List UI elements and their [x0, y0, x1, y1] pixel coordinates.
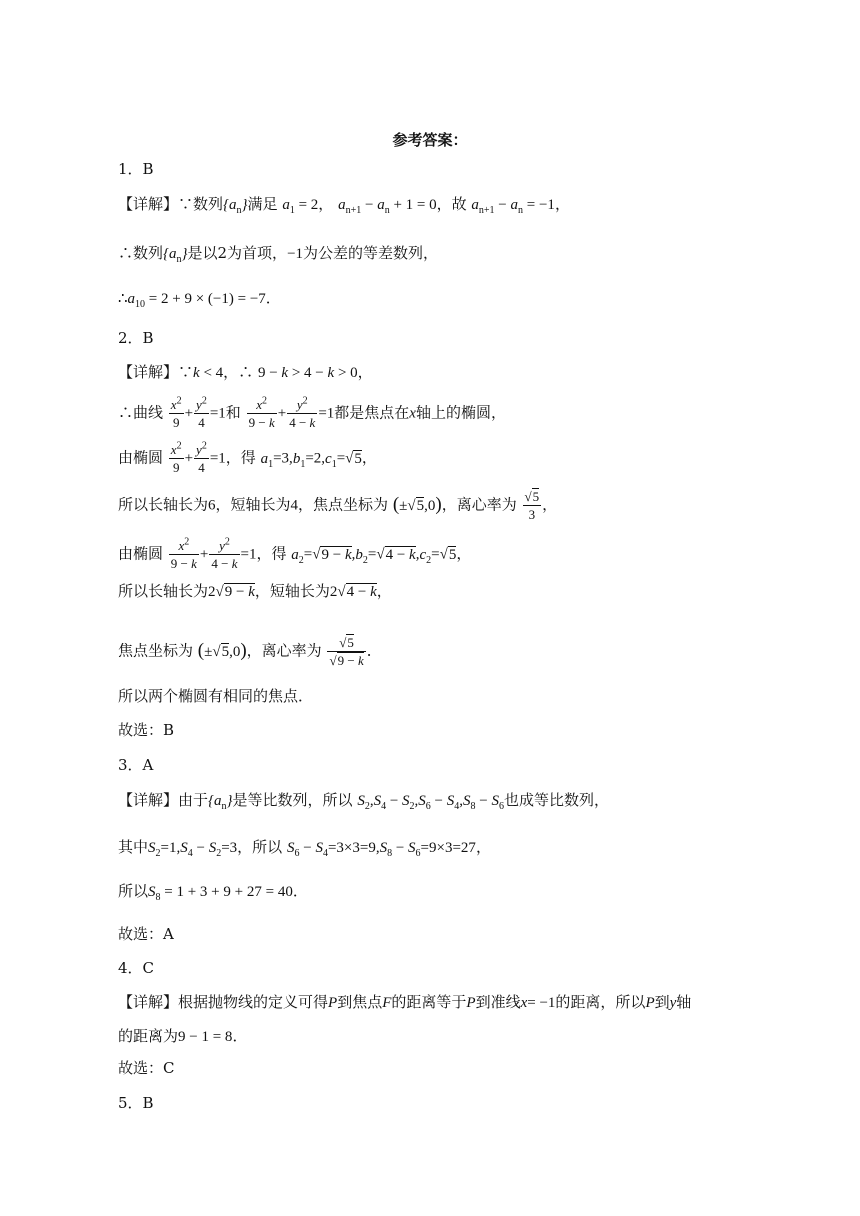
q2-line-6: 所以长轴长为2√9 − k，短轴长为2√4 − k， — [118, 582, 392, 600]
q3-head: 3．A — [118, 756, 154, 774]
page-title: 参考答案： — [392, 131, 468, 149]
q2-line-1: 【详解】∵k < 4，∴ 9 − k > 4 − k > 0， — [118, 363, 373, 381]
q3-line-3: 所以$S_8 = 1 + 3 + 9 + 27 = 40$． — [118, 882, 308, 903]
q1-line-3: $\therefore a_{10} = 2 + 9 \times (-1) = -7$． — [118, 289, 281, 310]
q4-line-2: 的距离为9 − 1 = 8． — [118, 1027, 248, 1045]
q2-line-7: 焦点坐标为 (±√5,0)，离心率为 $\frac{√5}{√9 - k}$ ． — [118, 635, 382, 668]
q4-line-1: 【详解】根据抛物线的定义可得P到焦点F的距离等于P到准线x= −1的距离，所以P到y轴 — [118, 993, 692, 1011]
q2-line-4: 所以长轴长为6，短轴长为4，焦点坐标为 (±√5,0)，离心率为 $\frac{√5}{3}$ ， — [118, 489, 558, 522]
q1-head: 1．B — [118, 160, 154, 178]
q2-line-5: 由椭圆 $\frac{x^2}{9 - k}$ + $\frac{y^2}{4 - k}$ =1，得 $a_2=√9 - k,b_2=√4 - k,c_2=√5$， — [118, 536, 472, 571]
q4-line-3: 故选：C — [118, 1059, 175, 1077]
q2-line-8: 所以两个椭圆有相同的焦点． — [118, 687, 314, 705]
q2-line-9: 故选：B — [118, 721, 175, 739]
q2-head: 2．B — [118, 329, 154, 347]
q3-line-4: 故选：A — [118, 925, 174, 943]
q3-line-2: 其中$S_2=1,S_4 - S_2=3$，所以 $S_6 - S_4=3\times 3=9,S_8 - S_6=9\times 3=27$， — [118, 838, 491, 859]
q1-line-1: 【详解】∵数列$\{a_n\}$满足 $a_1 = 2$， $a_{n+1} - a_n + 1 = 0$，故 $a_{n+1} - a_n = -1$， — [118, 195, 570, 216]
q1-line-2: ∴数列$\{a_n\}$是以2为首项，−1为公差的等差数列， — [118, 244, 439, 265]
q4-head: 4．C — [118, 959, 155, 977]
q2-line-3: 由椭圆 $\frac{x^2}{9}$ + $\frac{y^2}{4}$ =1，得 $a_1=3,b_1=2,c_1=√5$， — [118, 440, 377, 475]
q5-head: 5．B — [118, 1094, 154, 1112]
q3-line-1: 【详解】由于$\{a_n\}$是等比数列，所以 $S_2,S_4 - S_2,S_6 - S_4,S_8 - S_6$也成等比数列， — [118, 791, 609, 812]
q2-line-2: ∴曲线 $\frac{x^2}{9}$ + $\frac{y^2}{4}$ =1和 $\frac{x^2}{9 - k}$ + $\frac{y^2}{4 - k}$ =1都是焦点在x轴上的椭圆， — [118, 395, 506, 430]
